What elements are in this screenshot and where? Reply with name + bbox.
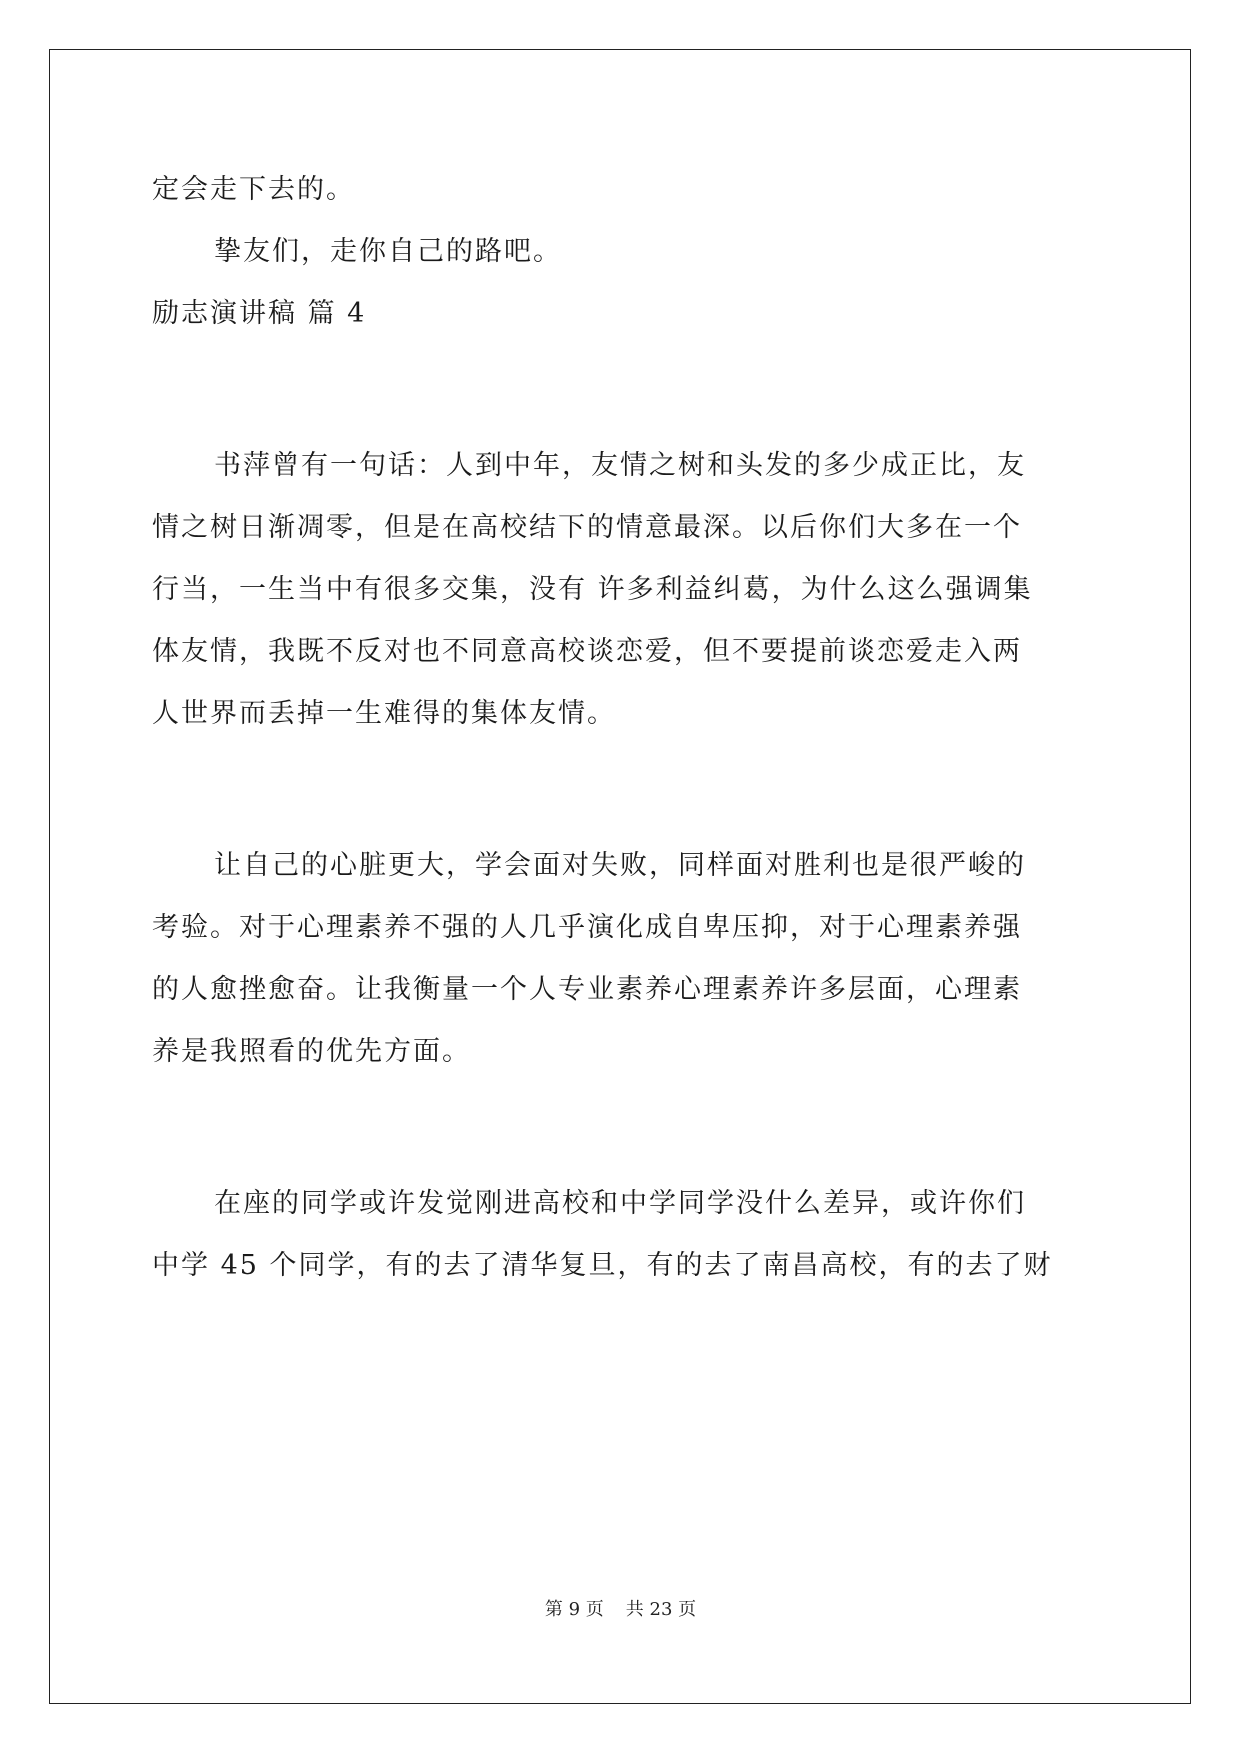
paragraph-line: 让自己的心脏更大，学会面对失败，同样面对胜利也是很严峻的 <box>214 850 1026 881</box>
page-number: 第 9 页 <box>544 1599 604 1620</box>
paragraph-line: 人世界而丢掉一生难得的集体友情。 <box>152 698 616 729</box>
section-heading: 励志演讲稿 篇 4 <box>152 298 367 329</box>
paragraph-line: 行当，一生当中有很多交集，没有 许多利益纠葛，为什么这么强调集 <box>152 574 1033 605</box>
paragraph-line: 养是我照看的优先方面。 <box>152 1036 471 1067</box>
paragraph-line: 挚友们，走你自己的路吧。 <box>214 236 562 267</box>
paragraph-line: 定会走下去的。 <box>152 174 355 205</box>
page-footer <box>0 1598 1241 1622</box>
paragraph-line: 中学 45 个同学，有的去了清华复旦，有的去了南昌高校，有的去了财 <box>152 1250 1053 1281</box>
paragraph-line: 考验。对于心理素养不强的人几乎演化成自卑压抑，对于心理素养强 <box>152 912 1022 943</box>
paragraph-line: 书萍曾有一句话：人到中年，友情之树和头发的多少成正比，友 <box>214 450 1026 481</box>
paragraph-line: 情之树日渐凋零，但是在高校结下的情意最深。以后你们大多在一个 <box>152 512 1022 543</box>
page-total: 共 23 页 <box>625 1599 697 1620</box>
paragraph-line: 的人愈挫愈奋。让我衡量一个人专业素养心理素养许多层面，心理素 <box>152 974 1022 1005</box>
paragraph-line: 体友情，我既不反对也不同意高校谈恋爱，但不要提前谈恋爱走入两 <box>152 636 1022 667</box>
paragraph-line: 在座的同学或许发觉刚进高校和中学同学没什么差异，或许你们 <box>214 1188 1026 1219</box>
